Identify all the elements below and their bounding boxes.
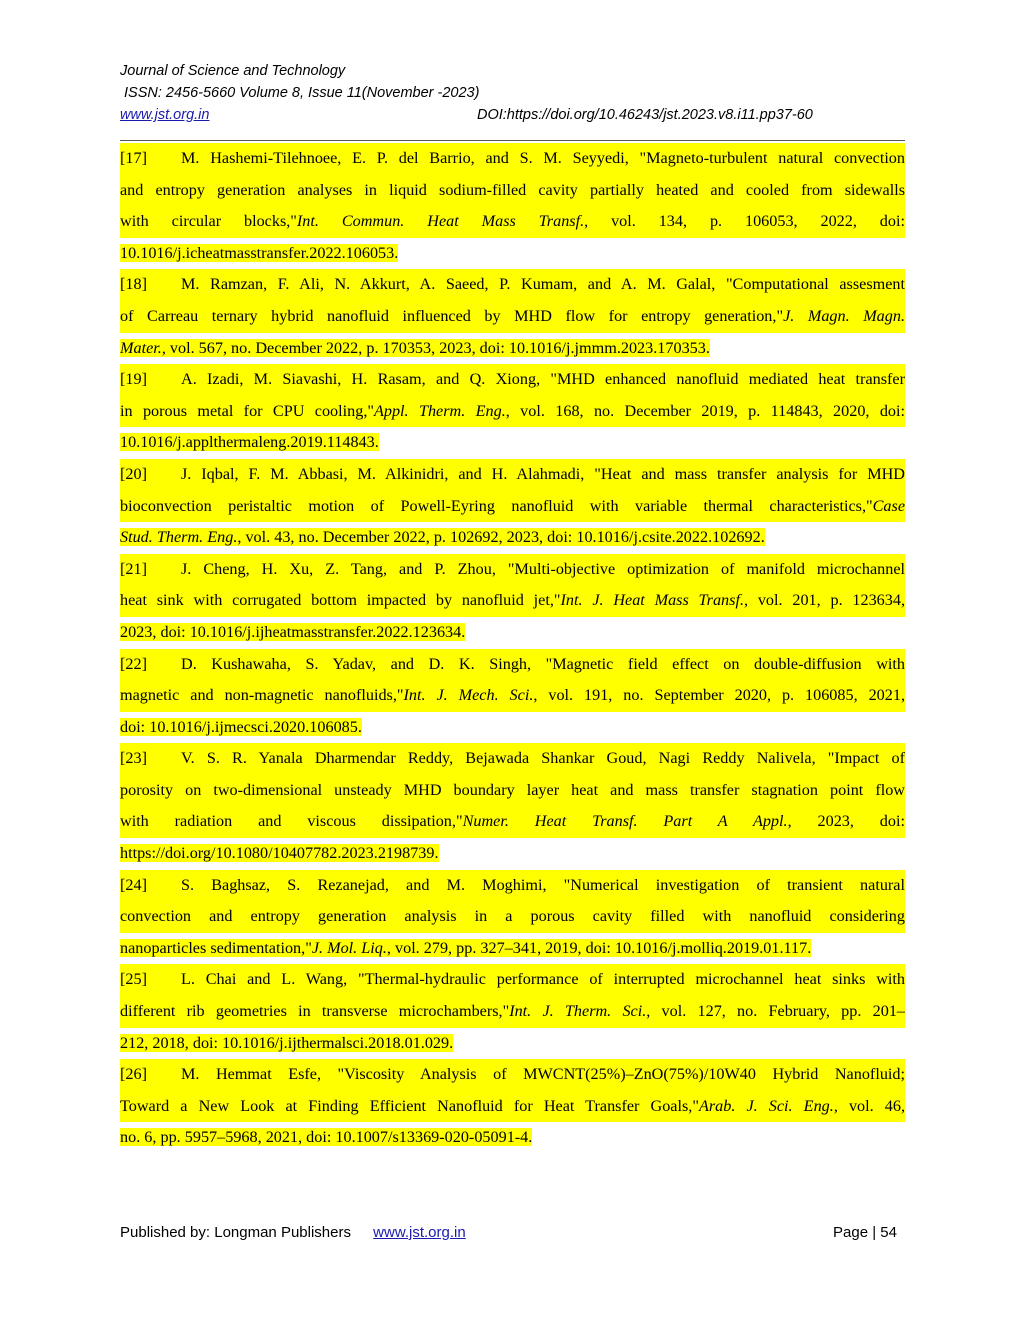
journal-name: J. Magn. Magn. [783,306,906,325]
reference-text: porosity on two-dimensional unsteady MHD boundary layer heat and mass transfer stagnation point flow [120,780,905,799]
reference-line [120,649,905,681]
reference-text: convection and entropy generation analysis in a porous cavity filled with nanofluid considering [120,907,905,926]
reference-text: 10.1016/j.icheatmasstransfer.2022.106053. [120,243,399,262]
reference-text: , vol. 43, no. December 2022, p. 102692, 2023, doi: 10.1016/j.csite.2022.102692. [237,528,765,547]
reference-item [120,269,905,364]
reference-item [120,459,905,554]
reference-number: [24] [120,875,147,894]
reference-number: [21] [120,559,147,578]
reference-text: V. S. R. Yanala Dharmendar Reddy, Bejawada Shankar Goud, Nagi Reddy Nalivela, "Impact of [181,749,905,768]
publisher-label: Published by: Longman Publishers [120,1224,351,1241]
journal-name: Int. J. Mech. Sci. [403,686,534,705]
reference-line [120,933,905,965]
reference-number: [17] [120,149,147,167]
reference-text: , vol. 567, no. December 2022, p. 170353, 2023, doi: 10.1016/j.jmmm.2023.170353. [161,338,710,357]
journal-name: J. Mol. Liq. [311,938,387,957]
reference-text: of Carreau ternary hybrid nanofluid influenced by MHD flow for entropy generation," [120,306,784,325]
reference-text: https://doi.org/10.1080/10407782.2023.2198739. [120,844,439,863]
reference-text: , vol. 191, no. September 2020, p. 106085, 2021, [533,686,905,705]
reference-text: , 2023, doi: [787,812,905,831]
reference-text: with radiation and viscous dissipation," [120,812,463,831]
issn-line: ISSN: 2456-5660 Volume 8, Issue 11(November -2023) [124,85,480,101]
reference-number: [26] [120,1065,147,1084]
reference-text: different rib geometries in transverse microchambers," [120,1002,510,1021]
reference-line [120,617,905,649]
reference-item [120,364,905,459]
reference-line [120,491,905,523]
journal-name: Int. Commun. Heat Mass Transf. [296,212,585,231]
reference-text: 212, 2018, doi: 10.1016/j.ijthermalsci.2018.01.029. [120,1033,454,1052]
page-number: Page | 54 [833,1224,897,1241]
reference-text: magnetic and non-magnetic nanofluids," [120,686,404,705]
reference-line [120,206,905,238]
reference-line [120,775,905,807]
reference-text: D. Kushawaha, S. Yadav, and D. K. Singh, "Magnetic field effect on double-diffusion with [181,654,905,673]
reference-item [120,870,905,965]
reference-text: J. Iqbal, F. M. Abbasi, M. Alkinidri, and H. Alahmadi, "Heat and mass transfer analysis for MHD [181,464,905,483]
journal-name: Appl. Therm. Eng. [373,401,506,420]
reference-line [120,996,905,1028]
reference-line [120,333,905,365]
reference-number: [18] [120,275,147,294]
reference-item [120,649,905,744]
reference-text: , vol. 127, no. February, pp. 201– [646,1002,906,1021]
reference-number: [25] [120,970,147,989]
reference-line [120,175,905,207]
reference-text: with circular blocks," [120,212,297,231]
reference-line [120,1028,905,1060]
reference-item [120,964,905,1059]
reference-line [120,269,905,301]
reference-text: heat sink with corrugated bottom impacted by nanofluid jet," [120,591,561,610]
reference-number: [23] [120,749,147,768]
reference-line [120,522,905,554]
reference-text: M. Ramzan, F. Ali, N. Akkurt, A. Saeed, P. Kumam, and A. M. Galal, "Computational assesment [181,275,905,294]
reference-line [120,427,905,459]
reference-line [120,585,905,617]
journal-header [120,60,905,126]
reference-line [120,396,905,428]
reference-line [120,901,905,933]
reference-text: M. Hashemi-Tilehnoee, E. P. del Barrio, and S. M. Seyyedi, "Magneto-turbulent natural convection [181,149,905,167]
reference-text: M. Hemmat Esfe, "Viscosity Analysis of MWCNT(25%)–ZnO(75%)/10W40 Hybrid Nanofluid; [181,1065,905,1084]
reference-list [120,143,905,1154]
journal-name: Stud. Therm. Eng. [120,528,238,547]
reference-line [120,806,905,838]
journal-name: Mater. [120,338,162,357]
reference-line [120,838,905,870]
reference-text: 10.1016/j.applthermaleng.2019.114843. [120,433,379,452]
reference-item [120,1059,905,1154]
reference-line [120,238,905,270]
reference-line [120,1122,905,1154]
reference-line [120,301,905,333]
reference-text: nanoparticles sedimentation," [120,938,312,957]
reference-line [120,680,905,712]
header-site-link[interactable]: www.jst.org.in [120,107,210,123]
reference-text: A. Izadi, M. Siavashi, H. Rasam, and Q. Xiong, "MHD enhanced nanofluid mediated heat transfer [181,370,905,389]
reference-line [120,743,905,775]
reference-text: S. Baghsaz, S. Rezanejad, and M. Moghimi, "Numerical investigation of transient natural [181,875,905,894]
reference-text: doi: 10.1016/j.ijmecsci.2020.106085. [120,717,362,736]
reference-line [120,1059,905,1091]
reference-number: [20] [120,464,147,483]
reference-text: and entropy generation analyses in liquid sodium-filled cavity partially heated and cooled from sidewalls [120,180,905,199]
doi-line: DOI:https://doi.org/10.46243/jst.2023.v8.i11.pp37-60 [477,107,813,123]
journal-name: Int. J. Heat Mass Transf. [560,591,744,610]
reference-text: , vol. 201, p. 123634, [744,591,906,610]
reference-text: , vol. 279, pp. 327–341, 2019, doi: 10.1016/j.molliq.2019.01.117. [386,938,812,957]
reference-text: Toward a New Look at Finding Efficient Nanofluid for Heat Transfer Goals," [120,1096,699,1115]
reference-line [120,364,905,396]
reference-text: , vol. 134, p. 106053, 2022, doi: [584,212,905,231]
journal-name: Arab. J. Sci. Eng. [698,1096,834,1115]
page-footer [120,1222,905,1244]
reference-text: bioconvection peristaltic motion of Powell-Eyring nanofluid with variable thermal characteristics," [120,496,873,515]
reference-number: [19] [120,370,147,389]
reference-text: , vol. 46, [833,1096,906,1115]
reference-line [120,554,905,586]
reference-text: , vol. 168, no. December 2019, p. 114843, 2020, doi: [505,401,906,420]
reference-line [120,143,905,175]
reference-number: [22] [120,654,147,673]
journal-name: Numer. Heat Transf. Part A Appl. [462,812,788,831]
reference-line [120,459,905,491]
footer-site-link[interactable]: www.jst.org.in [373,1224,466,1241]
reference-text: in porous metal for CPU cooling," [120,401,374,420]
journal-name: Int. J. Therm. Sci. [509,1002,647,1021]
journal-name: Case [872,496,905,515]
reference-line [120,1091,905,1123]
reference-text: L. Chai and L. Wang, "Thermal-hydraulic performance of interrupted microchannel heat sinks with [181,970,905,989]
reference-line [120,870,905,902]
header-links-row [120,104,905,126]
reference-item [120,143,905,269]
reference-text: 2023, doi: 10.1016/j.ijheatmasstransfer.2022.123634. [120,622,466,641]
reference-line [120,964,905,996]
reference-item [120,743,905,869]
reference-item [120,554,905,649]
journal-title: Journal of Science and Technology [120,63,346,79]
reference-text: J. Cheng, H. Xu, Z. Tang, and P. Zhou, "Multi-objective optimization of manifold microchannel [181,559,905,578]
reference-text: no. 6, pp. 5957–5968, 2021, doi: 10.1007/s13369-020-05091-4. [120,1128,533,1147]
header-rule [120,140,905,141]
reference-line [120,712,905,744]
